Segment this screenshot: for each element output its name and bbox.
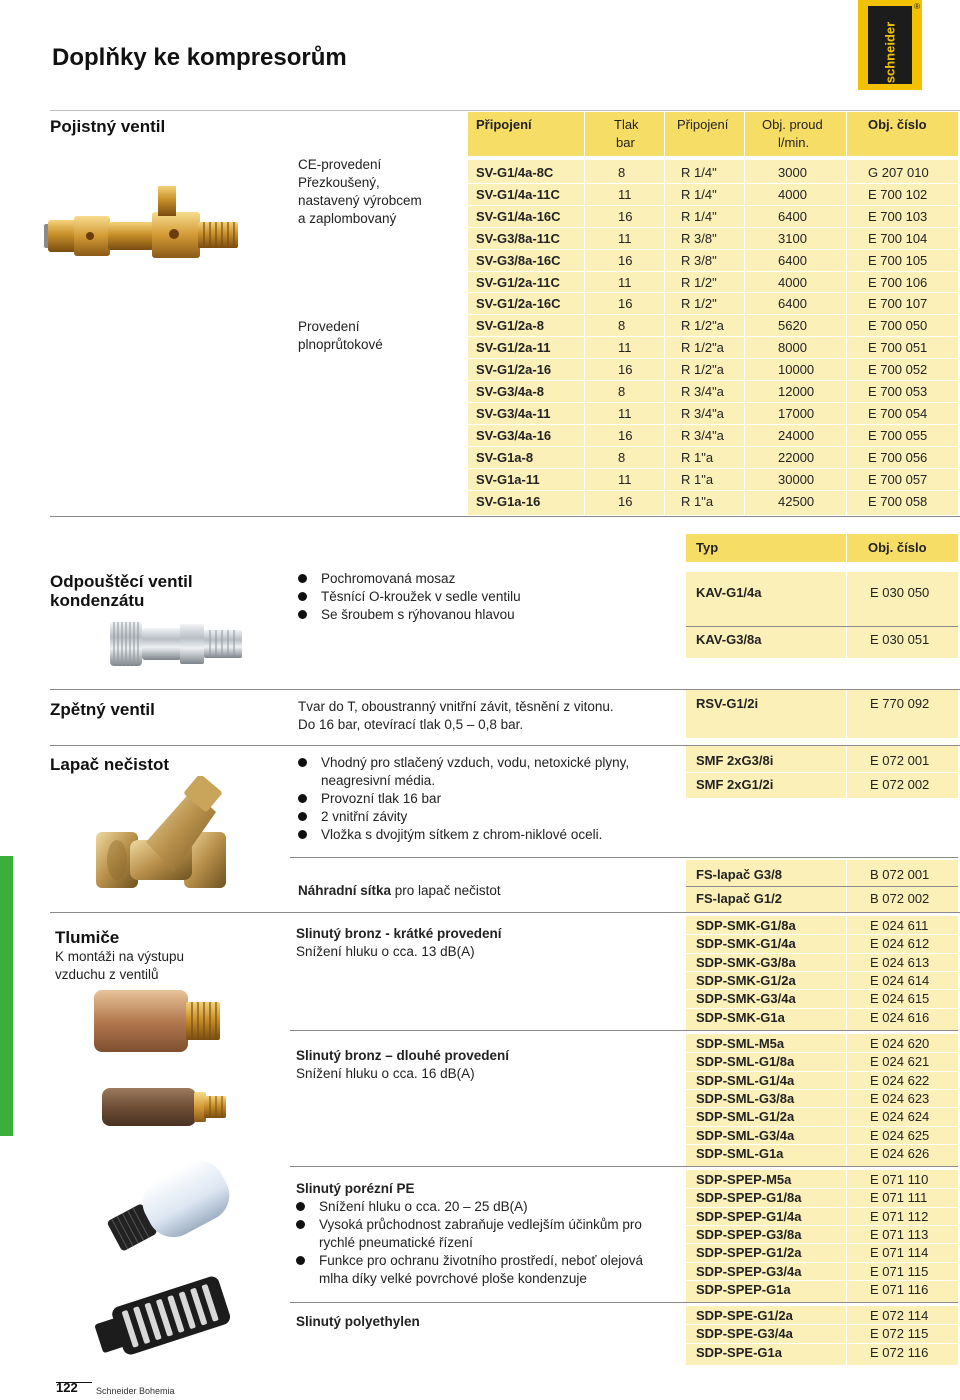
table-cell-obj-cislo: E 700 056 xyxy=(868,450,928,465)
table-cell-obj: E 030 050 xyxy=(870,585,930,600)
table-cell-obj-cislo: E 700 055 xyxy=(868,428,928,443)
row-divider xyxy=(468,249,958,250)
table-cell-typ: SDP-SPEP-G3/8a xyxy=(696,1227,802,1242)
table-cell-obj-proud: 10000 xyxy=(778,362,815,377)
dirt-trap-image xyxy=(94,776,230,910)
brand-logo-text: schneider xyxy=(882,21,898,84)
table-cell-pripojeni: R 1/4" xyxy=(681,165,717,180)
row-divider xyxy=(468,402,958,403)
title-line: kondenzátu xyxy=(50,591,145,610)
sitka-label xyxy=(298,882,501,900)
table-cell-typ: SDP-SML-G1/4a xyxy=(696,1073,795,1088)
col-header-obj-proud-unit: l/min. xyxy=(778,135,810,150)
table-cell-obj-proud: 12000 xyxy=(778,384,815,399)
table-cell-typ: SMF 2xG1/2i xyxy=(696,777,774,792)
row-divider xyxy=(468,424,958,425)
divider xyxy=(50,516,960,517)
pojistny-note-ce xyxy=(298,156,422,228)
tlumice-subtitle: K montáži na výstupu xyxy=(55,949,185,964)
table-cell-typ: SV-G3/8a-11C xyxy=(476,231,560,246)
tlumice-group2-desc xyxy=(296,1047,509,1083)
table-cell-typ: SDP-SPE-G1/2a xyxy=(696,1308,793,1323)
table-cell-typ: SDP-SMK-G1/2a xyxy=(696,973,796,988)
table-cell-tlak: 11 xyxy=(618,275,632,290)
section-title-kondenzat xyxy=(50,572,193,610)
table-cell-tlak: 11 xyxy=(618,340,632,355)
divider xyxy=(50,912,960,913)
tlumice-group3-desc xyxy=(296,1180,666,1288)
title-line: Odpouštěcí ventil xyxy=(50,572,193,591)
table-cell-obj: B 072 001 xyxy=(870,867,930,882)
table-cell-typ: SV-G1/4a-16C xyxy=(476,209,561,224)
table-cell-obj-cislo: E 700 106 xyxy=(868,275,928,290)
table-cell-obj: E 024 621 xyxy=(870,1054,930,1069)
table-cell-obj: E 071 113 xyxy=(870,1227,929,1242)
tlumice-subtitle: vzduchu z ventilů xyxy=(55,967,159,982)
row-divider xyxy=(686,1188,958,1189)
col-header-tlak-unit: bar xyxy=(616,135,635,150)
note-line: Přezkoušený, xyxy=(298,175,380,190)
table-cell-obj: E 024 620 xyxy=(870,1036,930,1051)
col-sep xyxy=(846,1034,847,1166)
table-cell-typ: SDP-SPE-G1a xyxy=(696,1345,782,1360)
table-cell-pripojeni: R 3/4"a xyxy=(681,384,724,399)
table-cell-obj: E 024 622 xyxy=(870,1073,930,1088)
table-cell-tlak: 16 xyxy=(618,428,633,443)
row-divider xyxy=(686,1343,958,1344)
kondenzat-features xyxy=(298,570,521,624)
table-cell-obj-cislo: E 700 105 xyxy=(868,253,928,268)
row-divider xyxy=(686,1089,958,1090)
divider xyxy=(290,1166,958,1167)
table-cell-obj: E 024 613 xyxy=(870,955,930,970)
row-divider xyxy=(686,989,958,990)
table-cell-obj-proud: 30000 xyxy=(778,472,815,487)
row-divider xyxy=(686,1280,958,1281)
table-cell-obj-cislo: E 700 053 xyxy=(868,384,928,399)
bronze-short-silencer-image xyxy=(94,986,224,1056)
row-divider xyxy=(468,314,958,315)
footer-publisher: Schneider Bohemia xyxy=(96,1386,175,1396)
table-cell-typ: SDP-SPEP-M5a xyxy=(696,1172,792,1187)
table-cell-typ: FS-lapač G1/2 xyxy=(696,891,782,906)
table-cell-typ: SDP-SML-G1/2a xyxy=(696,1109,795,1124)
row-divider xyxy=(468,468,958,469)
bronze-long-silencer-image xyxy=(102,1084,228,1130)
table-cell-tlak: 8 xyxy=(618,165,626,180)
table-cell-tlak: 16 xyxy=(618,296,633,311)
pe-porous-silencer-image xyxy=(100,1150,240,1260)
table-cell-obj-cislo: E 700 103 xyxy=(868,209,928,224)
table-cell-pripojeni: R 1/2"a xyxy=(681,340,724,355)
page-title: Doplňky ke kompresorům xyxy=(52,44,347,71)
table-cell-pripojeni: R 3/8" xyxy=(681,231,717,246)
table-cell-pripojeni: R 3/4"a xyxy=(681,428,724,443)
table-cell-pripojeni: R 1/2" xyxy=(681,275,717,290)
feature-item: Se šroubem s rýhovanou hlavou xyxy=(298,606,521,624)
col-header-obj-cislo: Obj. číslo xyxy=(868,117,927,132)
feature-item: Těsnící O-kroužek v sedle ventilu xyxy=(298,588,521,606)
table-cell-obj-cislo: E 700 051 xyxy=(868,340,928,355)
group-name: Slinutý porézní PE xyxy=(296,1181,415,1196)
table-cell-obj: E 072 116 xyxy=(870,1345,929,1360)
desc-line: Do 16 bar, otevírací tlak 0,5 – 0,8 bar. xyxy=(298,717,524,732)
row-divider xyxy=(686,886,958,887)
row-divider xyxy=(686,772,958,773)
row-divider xyxy=(686,1144,958,1145)
col-header-pripojeni2: Připojení xyxy=(677,117,729,132)
table-cell-typ: SDP-SMK-G3/4a xyxy=(696,991,796,1006)
feature-item: Vložka s dvojitým sítkem z chrom-niklové oceli. xyxy=(298,826,658,844)
table-cell-pripojeni: R 3/4"a xyxy=(681,406,724,421)
table-cell-obj: E 072 001 xyxy=(870,753,930,768)
group-desc: Snížení hluku o cca. 13 dB(A) xyxy=(296,944,475,959)
table-cell-obj-proud: 4000 xyxy=(778,187,807,202)
polyethylene-silencer-image xyxy=(92,1274,242,1364)
table-cell-pripojeni: R 3/8" xyxy=(681,253,717,268)
table-cell-typ: SV-G1a-11 xyxy=(476,472,540,487)
row-divider xyxy=(686,1071,958,1072)
table-cell-obj: E 024 615 xyxy=(870,991,930,1006)
feature-item: 2 vnitřní závity xyxy=(298,808,658,826)
section-title-lapac: Lapač nečistot xyxy=(50,755,170,774)
feature-item: Funkce pro ochranu životního prostředí, neboť olejová mlha díky velké povrchové ploše kondenzuje xyxy=(296,1252,666,1288)
table-cell-typ: SDP-SMK-G1/8a xyxy=(696,918,796,933)
table-cell-obj-cislo: E 700 052 xyxy=(868,362,928,377)
col-header-tlak: Tlak xyxy=(614,117,639,132)
row-divider xyxy=(686,971,958,972)
table-cell-typ: SDP-SPE-G3/4a xyxy=(696,1326,793,1341)
row-divider xyxy=(686,1262,958,1263)
table-cell-obj: E 024 626 xyxy=(870,1146,930,1161)
table-cell-obj: E 071 114 xyxy=(870,1245,929,1260)
row-divider xyxy=(686,1324,958,1325)
table-cell-obj-proud: 8000 xyxy=(778,340,807,355)
tlumice-group1-desc xyxy=(296,925,502,961)
table-cell-obj-cislo: E 700 104 xyxy=(868,231,928,246)
table-cell-obj: E 770 092 xyxy=(870,696,930,711)
table-cell-typ: SV-G3/4a-11 xyxy=(476,406,551,421)
table-cell-obj: E 071 110 xyxy=(870,1172,929,1187)
table-cell-typ: FS-lapač G3/8 xyxy=(696,867,782,882)
table-cell-tlak: 8 xyxy=(618,450,626,465)
table-cell-obj: E 071 115 xyxy=(870,1264,929,1279)
table-cell-obj-cislo: E 700 054 xyxy=(868,406,928,421)
table-cell-pripojeni: R 1/4" xyxy=(681,187,717,202)
table-cell-tlak: 8 xyxy=(618,318,626,333)
table-cell-obj: E 024 614 xyxy=(870,973,930,988)
table-cell-obj-proud: 3100 xyxy=(778,231,807,246)
table-cell-typ: SDP-SMK-G1a xyxy=(696,1010,785,1025)
table-cell-tlak: 11 xyxy=(618,187,632,202)
table-cell-obj: E 024 616 xyxy=(870,1010,930,1025)
table-cell-obj-proud: 24000 xyxy=(778,428,815,443)
group3-features xyxy=(296,1198,666,1288)
group-name: Slinutý bronz – dlouhé provedení xyxy=(296,1048,510,1063)
table-cell-typ: SV-G1a-16 xyxy=(476,494,541,509)
feature-item: Pochromovaná mosaz xyxy=(298,570,521,588)
row-divider xyxy=(468,336,958,337)
table-cell-obj: E 024 611 xyxy=(870,918,929,933)
table-cell-tlak: 11 xyxy=(618,406,632,421)
note-line: CE-provedení xyxy=(298,157,382,172)
table-cell-pripojeni: R 1"a xyxy=(681,450,714,465)
table-cell-typ: SV-G1/2a-16C xyxy=(476,296,561,311)
table-cell-obj: E 072 114 xyxy=(870,1308,929,1323)
table-cell-obj-cislo: E 700 050 xyxy=(868,318,928,333)
row-divider xyxy=(686,1052,958,1053)
row-divider xyxy=(468,380,958,381)
row-divider xyxy=(468,358,958,359)
table-cell-typ: SV-G1/4a-8C xyxy=(476,165,554,180)
table-cell-tlak: 11 xyxy=(618,231,632,246)
divider xyxy=(290,1302,958,1303)
desc-line: Tvar do T, oboustranný vnitřní závit, těsnění z vitonu. xyxy=(298,699,614,714)
table-cell-typ: SDP-SMK-G1/4a xyxy=(696,936,796,951)
table-cell-obj-proud: 4000 xyxy=(778,275,807,290)
table-cell-pripojeni: R 1"a xyxy=(681,472,714,487)
table-cell-tlak: 16 xyxy=(618,209,633,224)
divider xyxy=(290,857,958,858)
row-divider xyxy=(468,271,958,272)
table-cell-obj: E 071 111 xyxy=(870,1190,928,1205)
note-line: plnoprůtokové xyxy=(298,337,383,352)
sitka-label-bold: Náhradní sítka xyxy=(298,883,392,898)
table-cell-tlak: 11 xyxy=(618,472,632,487)
section-title-zpetny: Zpětný ventil xyxy=(50,700,155,719)
table-cell-obj: E 024 623 xyxy=(870,1091,930,1106)
group-desc: Snížení hluku o cca. 16 dB(A) xyxy=(296,1066,475,1081)
group-name: Slinutý polyethylen xyxy=(296,1314,420,1329)
table-cell-obj-proud: 17000 xyxy=(778,406,815,421)
table-cell-obj-proud: 6400 xyxy=(778,296,807,311)
row-divider xyxy=(468,227,958,228)
table-cell-typ: SDP-SMK-G3/8a xyxy=(696,955,796,970)
table-cell-typ: SV-G1/2a-8 xyxy=(476,318,544,333)
note-line: a zaplombovaný xyxy=(298,211,397,226)
col-sep xyxy=(846,690,847,738)
row-divider xyxy=(468,490,958,491)
zpetny-description xyxy=(298,698,614,734)
table-cell-typ: SDP-SML-G1a xyxy=(696,1146,784,1161)
row-divider xyxy=(686,1207,958,1208)
row-divider xyxy=(468,292,958,293)
col-sep xyxy=(846,534,847,658)
divider xyxy=(50,110,960,111)
table-cell-typ: SDP-SPEP-G1/8a xyxy=(696,1190,802,1205)
row-divider xyxy=(686,1243,958,1244)
row-divider xyxy=(468,446,958,447)
table-cell-obj-proud: 6400 xyxy=(778,209,807,224)
table-cell-typ: SDP-SPEP-G3/4a xyxy=(696,1264,802,1279)
table-cell-typ: SV-G3/4a-16 xyxy=(476,428,552,443)
row-divider xyxy=(686,626,958,627)
lapac-features xyxy=(298,754,658,844)
table-cell-obj-proud: 6400 xyxy=(778,253,807,268)
col-sep xyxy=(846,1306,847,1365)
table-cell-typ: KAV-G1/4a xyxy=(696,585,762,600)
table-cell-pripojeni: R 1/2" xyxy=(681,296,717,311)
pojistny-note-full xyxy=(298,318,383,354)
table-cell-obj: E 071 116 xyxy=(870,1282,929,1297)
table-cell-typ: SDP-SML-G3/4a xyxy=(696,1128,795,1143)
row-divider xyxy=(686,934,958,935)
table-cell-obj-cislo: E 700 057 xyxy=(868,472,928,487)
row-divider xyxy=(686,1225,958,1226)
table-cell-typ: SV-G1/2a-16 xyxy=(476,362,552,377)
row-divider xyxy=(686,953,958,954)
table-cell-obj: E 024 625 xyxy=(870,1128,930,1143)
table-cell-obj-cislo: E 700 058 xyxy=(868,494,928,509)
note-line: nastavený výrobcem xyxy=(298,193,422,208)
section-title-pojistny: Pojistný ventil xyxy=(50,117,166,136)
table-cell-obj-proud: 42500 xyxy=(778,494,815,509)
table-cell-obj: E 030 051 xyxy=(870,632,930,647)
table-cell-obj: E 072 002 xyxy=(870,777,930,792)
table-cell-pripojeni: R 1/2"a xyxy=(681,362,724,377)
table-cell-obj: E 024 624 xyxy=(870,1109,930,1124)
table-cell-typ: SDP-SPEP-G1/2a xyxy=(696,1245,802,1260)
table-cell-obj-proud: 22000 xyxy=(778,450,815,465)
table-cell-typ: SV-G1/2a-11 xyxy=(476,340,551,355)
table-cell-pripojeni: R 1"a xyxy=(681,494,714,509)
drain-valve-image xyxy=(108,616,244,672)
page-number: 122 xyxy=(56,1380,78,1395)
feature-item: Provozní tlak 16 bar xyxy=(298,790,658,808)
section-tab-marker xyxy=(0,856,13,1136)
row-divider xyxy=(468,183,958,184)
col-header-typ: Typ xyxy=(696,540,719,555)
table-cell-tlak: 8 xyxy=(618,384,626,399)
table-cell-typ: RSV-G1/2i xyxy=(696,696,759,711)
table-cell-typ: SV-G1/2a-11C xyxy=(476,275,560,290)
row-divider xyxy=(468,205,958,206)
col-sep xyxy=(846,1170,847,1302)
safety-valve-image xyxy=(44,186,240,272)
table-cell-typ: SDP-SPEP-G1/4a xyxy=(696,1209,802,1224)
table-cell-pripojeni: R 1/2"a xyxy=(681,318,724,333)
feature-item: Vysoká průchodnost zabraňuje vedlejším účinkům pro rychlé pneumatické řízení xyxy=(296,1216,666,1252)
table-cell-typ: SDP-SML-G3/8a xyxy=(696,1091,795,1106)
table-cell-typ: SDP-SPEP-G1a xyxy=(696,1282,791,1297)
table-cell-typ: SDP-SML-G1/8a xyxy=(696,1054,795,1069)
feature-item: Vhodný pro stlačený vzduch, vodu, netoxické plyny, neagresivní média. xyxy=(298,754,658,790)
table-cell-obj-cislo: E 700 102 xyxy=(868,187,928,202)
table-cell-tlak: 16 xyxy=(618,494,633,509)
table-cell-typ: SV-G3/8a-16C xyxy=(476,253,561,268)
table-cell-tlak: 16 xyxy=(618,253,633,268)
row-divider xyxy=(686,1126,958,1127)
table-cell-obj: E 071 112 xyxy=(870,1209,929,1224)
table-cell-typ: KAV-G3/8a xyxy=(696,632,762,647)
feature-item: Snížení hluku o cca. 20 – 25 dB(A) xyxy=(296,1198,666,1216)
brand-logo xyxy=(858,0,922,90)
table-cell-obj-proud: 5620 xyxy=(778,318,807,333)
col-header-obj-proud: Obj. proud xyxy=(762,117,823,132)
table-cell-typ: SV-G1/4a-11C xyxy=(476,187,560,202)
table-cell-tlak: 16 xyxy=(618,362,633,377)
table-cell-typ: SV-G1a-8 xyxy=(476,450,534,465)
table-cell-obj-cislo: E 700 107 xyxy=(868,296,928,311)
divider xyxy=(290,1030,958,1031)
section-title-tlumice: Tlumiče xyxy=(55,928,120,947)
row-divider xyxy=(686,1008,958,1009)
registered-mark: ® xyxy=(914,2,920,11)
table-cell-obj: E 072 115 xyxy=(870,1326,929,1341)
table-cell-obj-cislo: G 207 010 xyxy=(868,165,929,180)
group-name: Slinutý bronz - krátké provedení xyxy=(296,926,502,941)
table-cell-obj: E 024 612 xyxy=(870,936,930,951)
table-cell-typ: SDP-SML-M5a xyxy=(696,1036,785,1051)
table-cell-pripojeni: R 1/4" xyxy=(681,209,717,224)
table-cell-typ: SV-G3/4a-8 xyxy=(476,384,544,399)
table-cell-obj-proud: 3000 xyxy=(778,165,807,180)
col-header-obj-cislo: Obj. číslo xyxy=(868,540,927,555)
col-header-pripojeni: Připojení xyxy=(476,117,532,132)
table-cell-obj: B 072 002 xyxy=(870,891,930,906)
row-divider xyxy=(686,1107,958,1108)
tlumice-heading xyxy=(55,928,184,984)
sitka-label-rest: pro lapač nečistot xyxy=(391,883,501,898)
note-line: Provedení xyxy=(298,319,360,334)
table-cell-typ: SMF 2xG3/8i xyxy=(696,753,774,768)
